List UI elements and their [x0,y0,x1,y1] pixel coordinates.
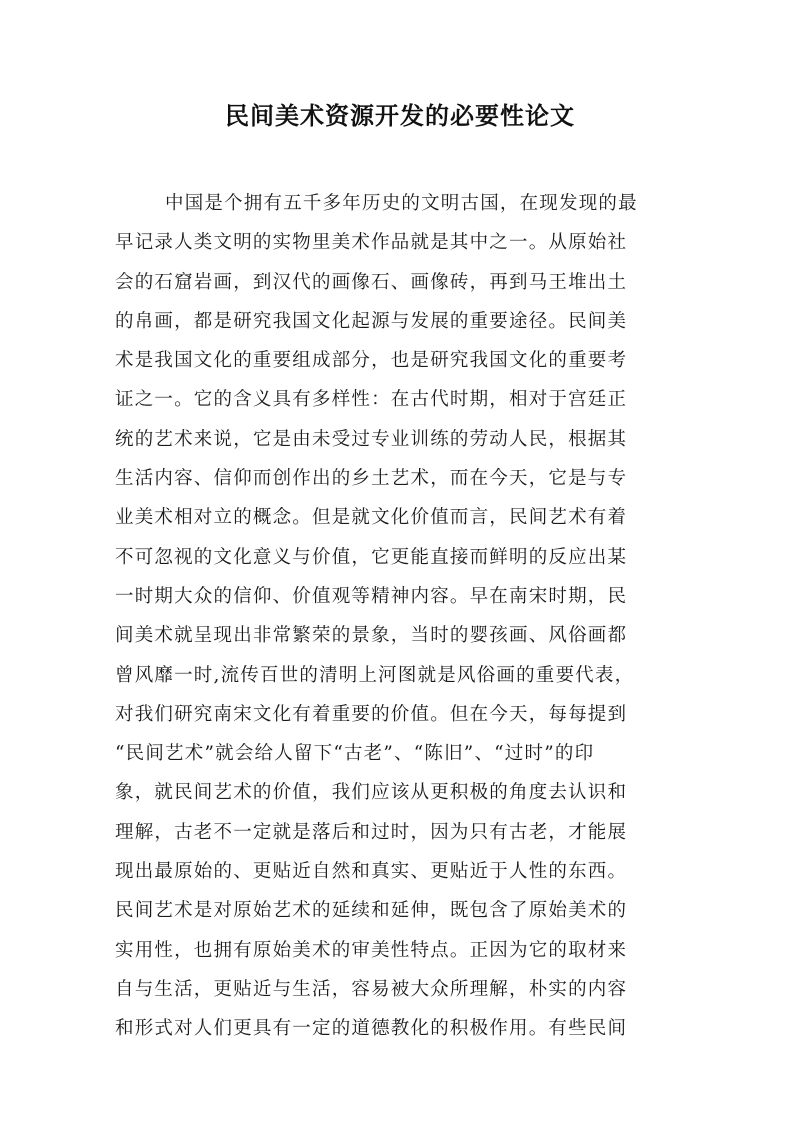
text-line: 象，就民间艺术的价值，我们应该从更积极的角度去认识和 [115,782,628,804]
text-line: 理解，古老不一定就是落后和过时，因为只有古老，才能展 [115,821,628,843]
text-line: 曾风靡一时,流传百世的清明上河图就是风俗画的重要代表， [115,664,635,686]
text-line: 实用性，也拥有原始美术的审美性特点。正因为它的取材来 [115,939,628,961]
text-line: 业美术相对立的概念。但是就文化价值而言，民间艺术有着 [115,507,628,529]
text-line: 现出最原始的、更贴近自然和真实、更贴近于人性的东西。 [115,861,628,883]
text-line: 术是我国文化的重要组成部分，也是研究我国文化的重要考 [115,350,628,372]
text-line: 统的艺术来说，它是由未受过专业训练的劳动人民，根据其 [115,428,628,450]
document-title: 民间美术资源开发的必要性论文 [225,102,575,130]
body-paragraph [115,184,695,1049]
text-line: 会的石窟岩画，到汉代的画像石、画像砖，再到马王堆出土 [115,271,628,293]
text-line: 和形式对人们更具有一定的道德教化的积极作用。有些民间 [115,1018,628,1040]
text-line: 民间艺术是对原始艺术的延续和延伸，既包含了原始美术的 [115,900,628,922]
text-line: 证之一。它的含义具有多样性：在古代时期，相对于宫廷正 [115,389,628,411]
text-line: 早记录人类文明的实物里美术作品就是其中之一。从原始社 [115,232,628,254]
text-line: 生活内容、信仰而创作出的乡土艺术，而在今天，它是与专 [115,468,628,490]
text-line: 自与生活，更贴近与生活，容易被大众所理解，朴实的内容 [115,978,628,1000]
text-line: 间美术就呈现出非常繁荣的景象，当时的婴孩画、风俗画都 [115,625,628,647]
text-line: 不可忽视的文化意义与价值，它更能直接而鲜明的反应出某 [115,546,628,568]
text-line: 对我们研究南宋文化有着重要的价值。但在今天，每每提到 [115,703,628,725]
text-line: 的帛画，都是研究我国文化起源与发展的重要途径。民间美 [115,310,628,332]
text-line: 中国是个拥有五千多年历史的文明古国，在现发现的最 [165,193,638,214]
text-line: 一时期大众的信仰、价值观等精神内容。早在南宋时期，民 [115,585,628,607]
text-line: “民间艺术”就会给人留下“古老”、“陈旧”、“过时”的印 [115,743,595,765]
